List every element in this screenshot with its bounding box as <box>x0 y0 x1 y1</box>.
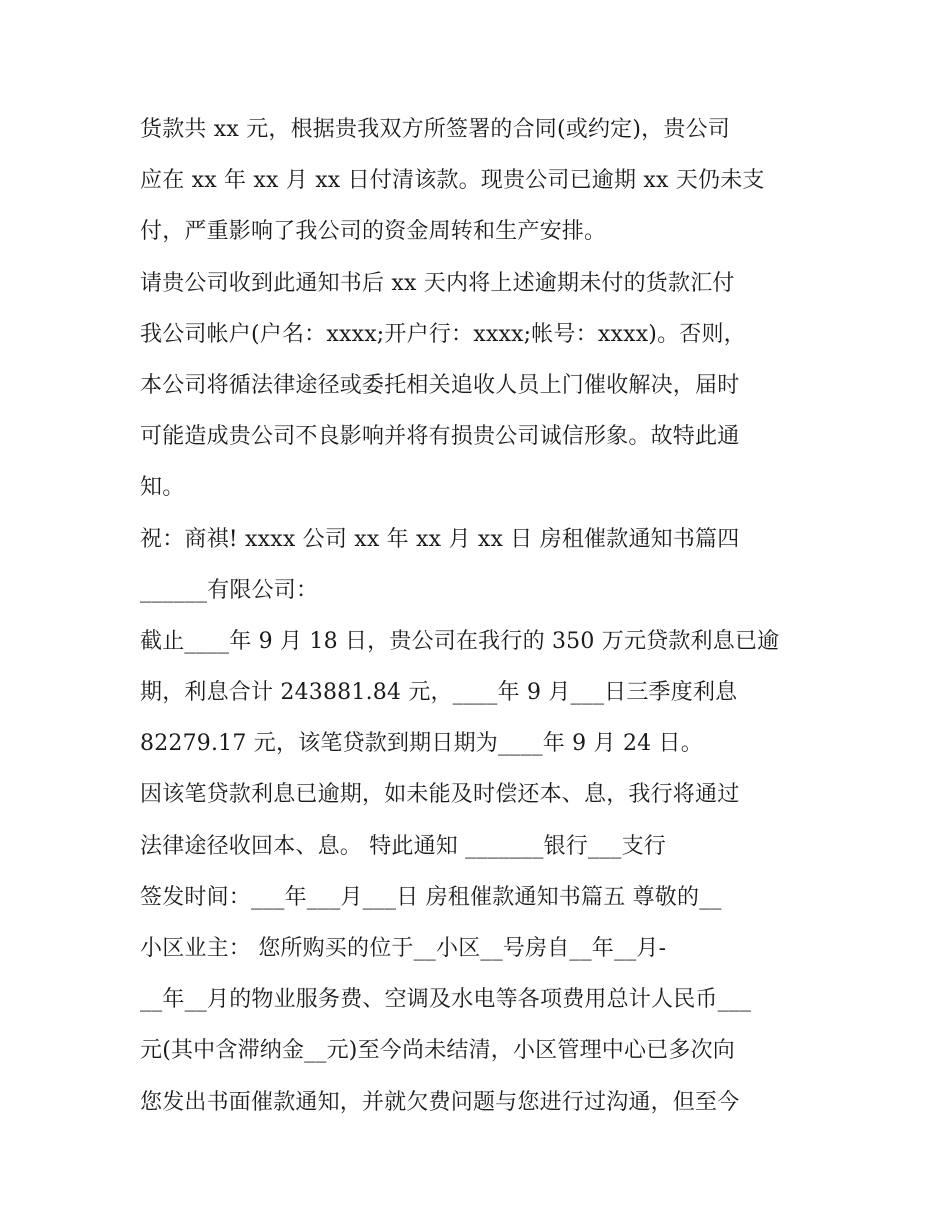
document-body <box>140 104 820 1128</box>
text-line: ______有限公司： <box>140 577 319 603</box>
text-line: 知。 <box>140 475 185 501</box>
text-line: 签发时间：___年___月___日 房租催款通知书篇五 尊敬的__ <box>140 884 722 910</box>
text-line: 应在 xx 年 xx 月 xx 日付清该款。现贵公司已逾期 xx 天仍未支 <box>140 168 765 194</box>
text-line: 我公司帐户(户名：xxxx;开户行：xxxx;帐号：xxxx)。否则， <box>140 321 746 347</box>
text-line: 您发出书面催款通知，并就欠费问题与您进行过沟通，但至今 <box>140 1089 740 1115</box>
text-line: 小区业主： 您所购买的位于__小区__号房自__年__月- <box>140 936 667 961</box>
text-line: 法律途径收回本、息。 特此通知 _______银行___支行 <box>140 833 666 859</box>
text-line: 本公司将循法律途径或委托相关追收人员上门催收解决，届时 <box>140 372 740 398</box>
text-line: 可能造成贵公司不良影响并将有损贵公司诚信形象。故特此通 <box>140 424 740 450</box>
text-line: 因该笔贷款利息已逾期，如未能及时偿还本、息，我行将通过 <box>140 782 740 808</box>
text-line: 请贵公司收到此通知书后 xx 天内将上述逾期未付的货款汇付 <box>140 270 735 296</box>
text-line: 付，严重影响了我公司的资金周转和生产安排。 <box>140 219 607 245</box>
text-line: 祝：商祺! xxxx 公司 xx 年 xx 月 xx 日 房租催款通知书篇四 <box>140 526 740 552</box>
text-line: 82279.17 元，该笔贷款到期日期为____年 9 月 24 日。 <box>140 731 703 757</box>
text-line: 截止____年 9 月 18 日，贵公司在我行的 350 万元贷款利息已逾 <box>140 628 780 654</box>
text-line: 货款共 xx 元，根据贵我双方所签署的合同(或约定)，贵公司 <box>140 117 730 142</box>
text-line: __年__月的物业服务费、空调及水电等各项费用总计人民币___ <box>140 987 752 1013</box>
text-line: 期，利息合计 243881.84 元，____年 9 月___日三季度利息 <box>140 680 738 706</box>
text-line: 元(其中含滞纳金__元)至今尚未结清，小区管理中心已多次向 <box>140 1038 735 1064</box>
